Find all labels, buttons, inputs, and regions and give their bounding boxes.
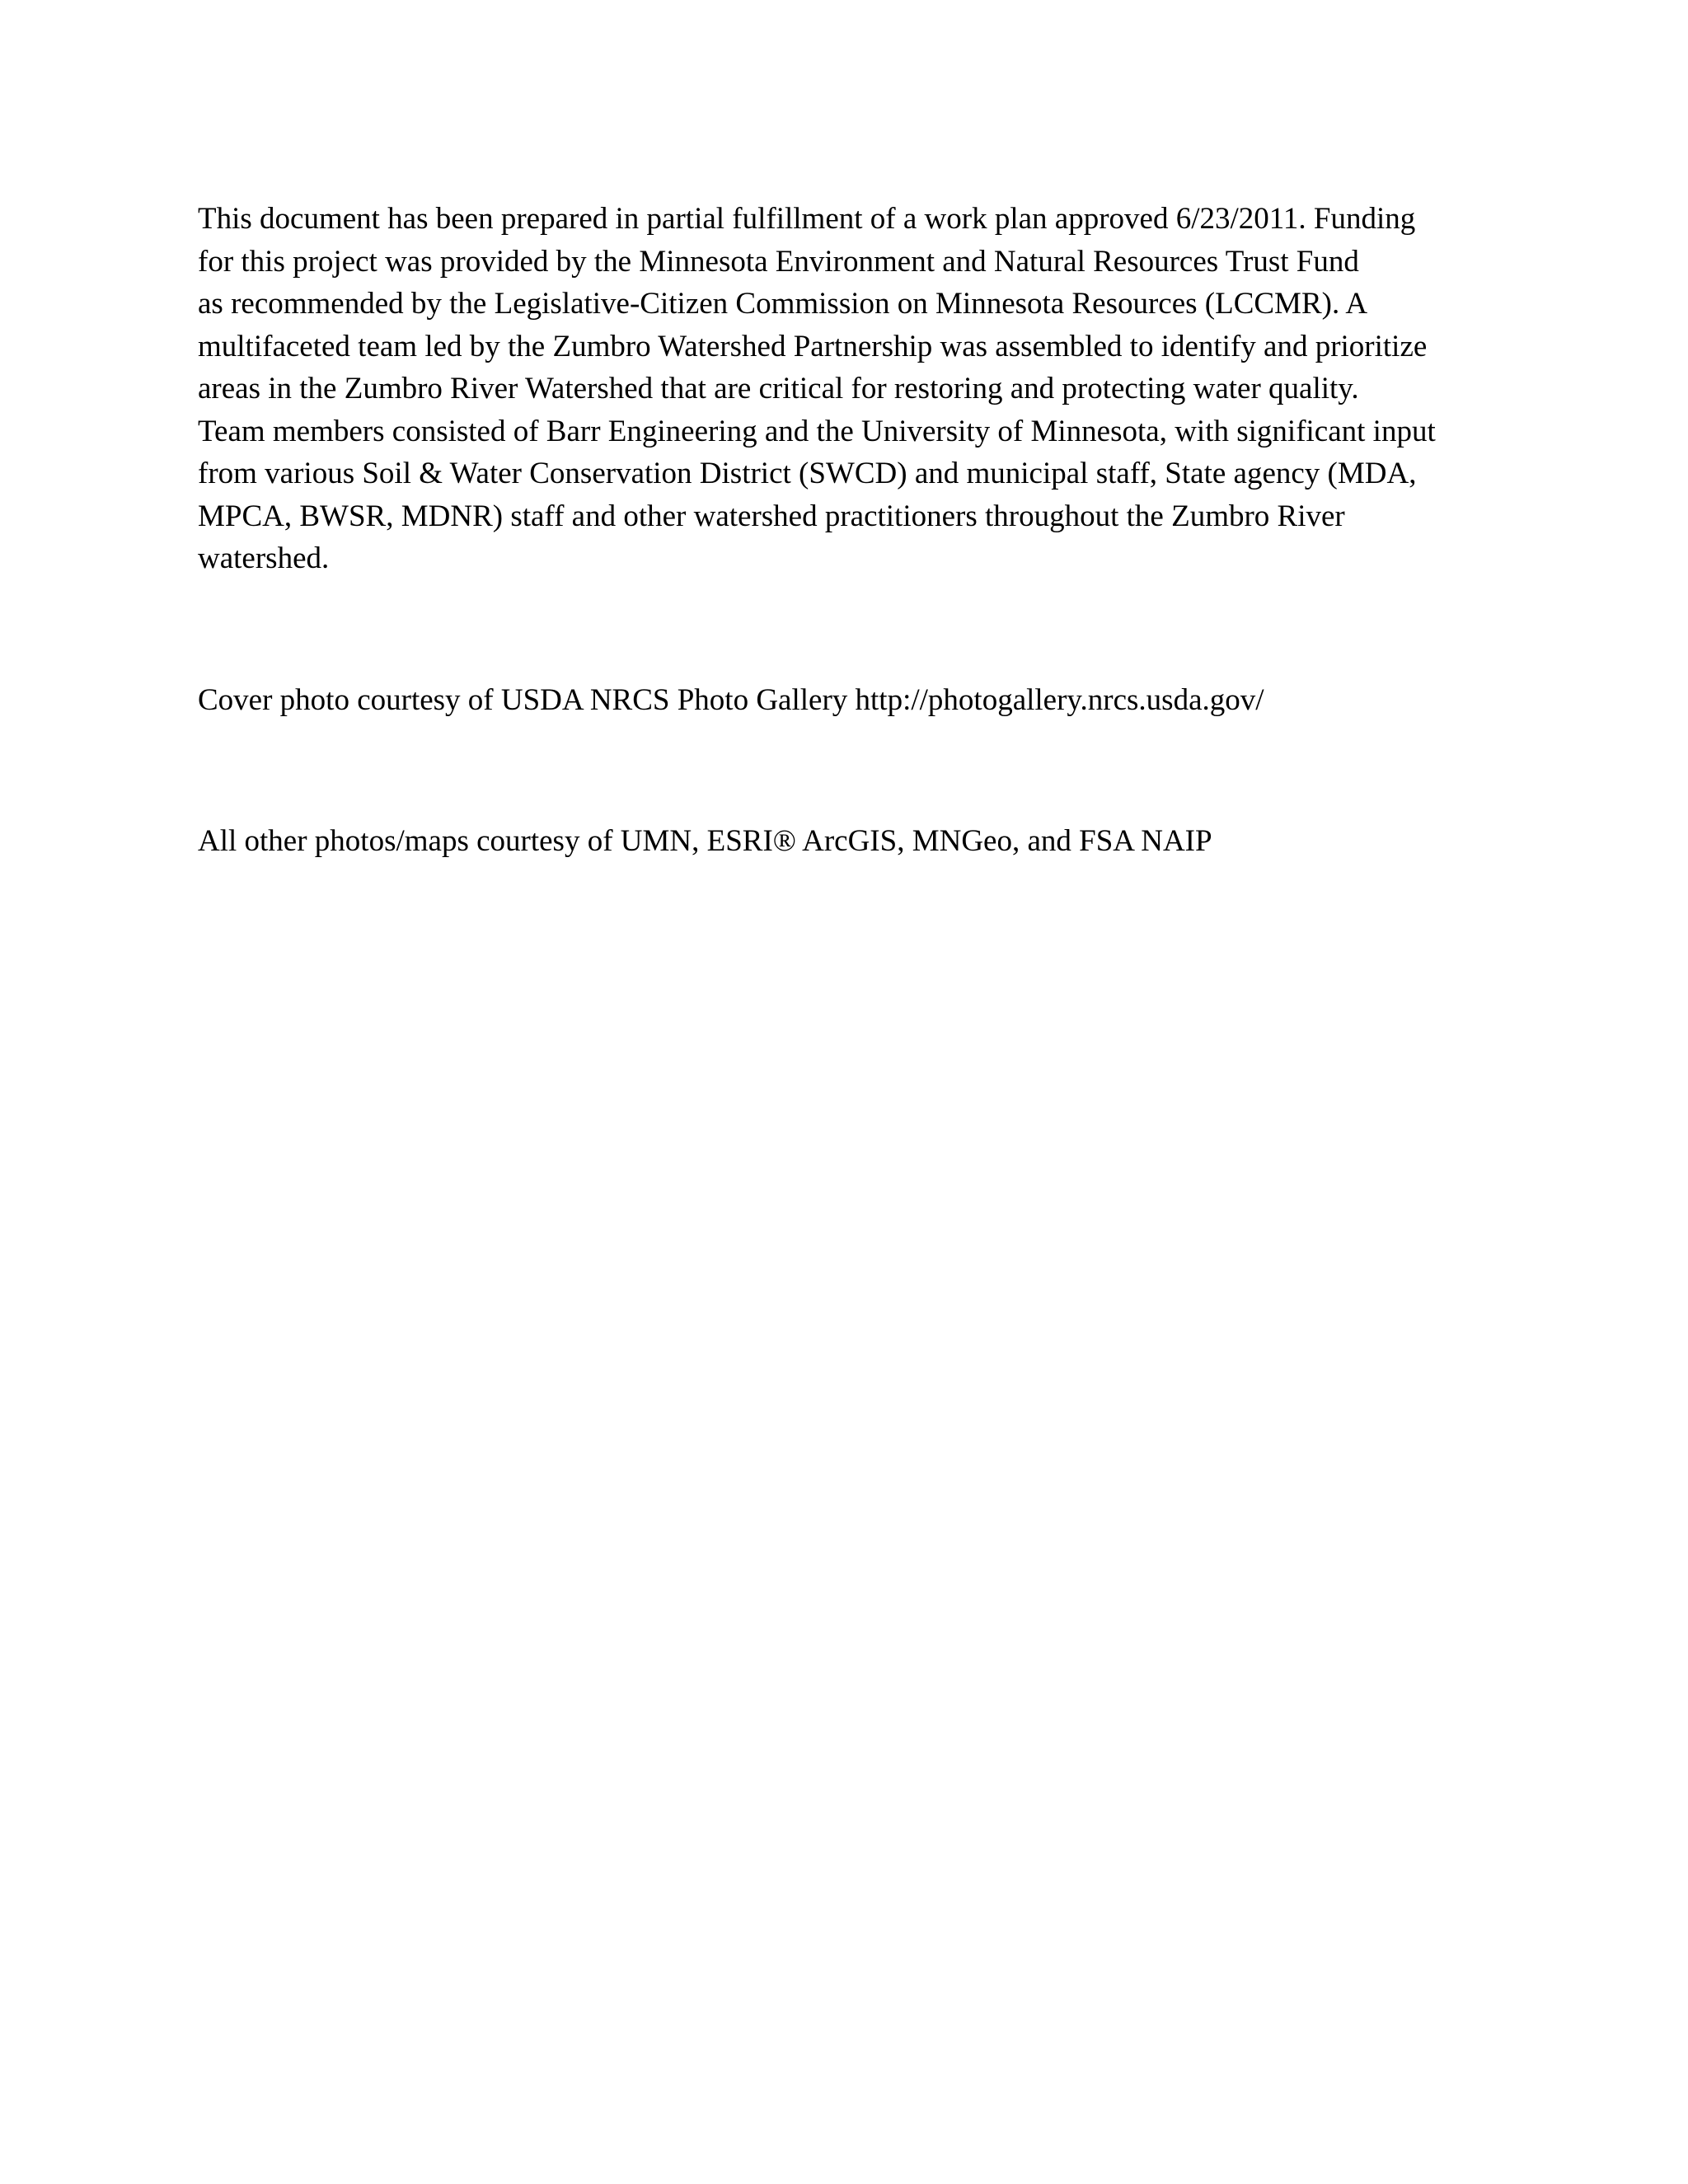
paragraph-line: MPCA, BWSR, MDNR) staff and other watershed practitioners throughout the Zumbro River [198,499,1345,533]
paragraph-line: This document has been prepared in partial fulfillment of a work plan approved 6/23/2011. Funding [198,202,1416,236]
paragraph-line: as recommended by the Legislative-Citizen Commission on Minnesota Resources (LCCMR). A [198,287,1368,321]
paragraph-line: watershed. [198,541,330,575]
cover-photo-credit: Cover photo courtesy of USDA NRCS Photo Gallery http://photogallery.nrcs.usda.gov/ [198,682,1264,717]
paragraph-line: from various Soil & Water Conservation District (SWCD) and municipal staff, State agency (MDA, [198,457,1417,490]
funding-paragraph [198,198,1484,580]
other-photos-credit: All other photos/maps courtesy of UMN, ESRI® ArcGIS, MNGeo, and FSA NAIP [198,824,1212,858]
paragraph-line: areas in the Zumbro River Watershed that are critical for restoring and protecting water quality. [198,372,1359,405]
paragraph-line: multifaceted team led by the Zumbro Watershed Partnership was assembled to identify and prioritize [198,329,1428,363]
paragraph-line: Team members consisted of Barr Engineering and the University of Minnesota, with significant input [198,414,1436,448]
paragraph-line: for this project was provided by the Minnesota Environment and Natural Resources Trust Fund [198,244,1359,279]
page-content [198,198,1484,863]
